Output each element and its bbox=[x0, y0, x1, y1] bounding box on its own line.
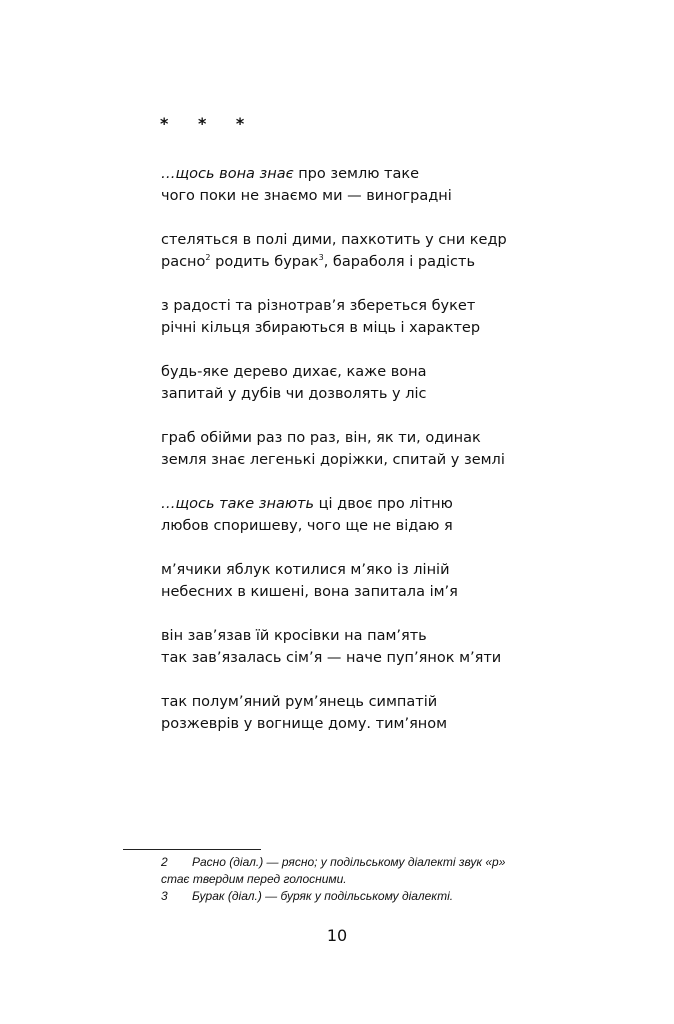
footnote-number: 2 bbox=[161, 855, 168, 869]
poem-line: так полум’яний рум’янець симпатій bbox=[161, 694, 438, 710]
poem-line bbox=[161, 163, 621, 185]
stanza-5 bbox=[161, 427, 621, 471]
stanza-1 bbox=[161, 163, 621, 207]
footnote-continuation: стає твердим перед голосними. bbox=[161, 872, 347, 886]
poem-line bbox=[161, 493, 621, 515]
footnote-text: Расно (діал.) — рясно; у подільському діалекті звук «р» bbox=[192, 855, 506, 869]
footnote bbox=[161, 854, 561, 871]
section-ornament: * * * bbox=[160, 114, 257, 133]
poem-line: річні кільця збираються в міць і характер bbox=[161, 320, 481, 336]
stanza-7 bbox=[161, 559, 621, 603]
poem bbox=[161, 163, 621, 757]
poem-line: з радості та різнотрав’я збереться букет bbox=[161, 298, 476, 314]
page-number: 10 bbox=[326, 926, 348, 945]
poem-line: він зав’язав їй кросівки на пам’ять bbox=[161, 628, 427, 644]
line-text: ці двоє про літню bbox=[314, 496, 453, 512]
line-text: , бараболя і радість bbox=[323, 254, 476, 270]
poem-line: розжеврів у вогнище дому. тим’яном bbox=[161, 716, 448, 732]
stanza-6 bbox=[161, 493, 621, 537]
stanza-4 bbox=[161, 361, 621, 405]
poem-line: будь-яке дерево дихає, каже вона bbox=[161, 364, 427, 380]
footnote-ref[interactable]: 3 bbox=[318, 253, 324, 262]
poem-line: чого поки не знаємо ми — виноградні bbox=[161, 188, 452, 204]
poem-line: запитай у дубів чи дозволять у ліс bbox=[161, 386, 427, 402]
poem-line: любов споришеву, чого ще не відаю я bbox=[161, 518, 453, 534]
footnote-text: Бурак (діал.) — буряк у подільському діалекті. bbox=[192, 889, 454, 903]
stanza-2 bbox=[161, 229, 621, 273]
poem-line: небесних в кишені, вона запитала ім’я bbox=[161, 584, 458, 600]
poem-line bbox=[161, 251, 621, 273]
italic-phrase: …щось таке знають bbox=[161, 496, 315, 512]
line-text: расно bbox=[161, 254, 206, 270]
footnote-divider bbox=[123, 849, 261, 850]
italic-phrase: …щось вона знає bbox=[161, 166, 294, 182]
poem-line: стеляться в полі дими, пахкотить у сни кедр bbox=[161, 232, 507, 248]
line-text: про землю таке bbox=[293, 166, 420, 182]
footnote bbox=[161, 888, 561, 905]
stanza-8 bbox=[161, 625, 621, 669]
footnotes bbox=[161, 854, 561, 905]
line-text: родить бурак bbox=[210, 254, 319, 270]
poem-line: граб обійми раз по раз, він, як ти, одинак bbox=[161, 430, 481, 446]
poem-line: земля знає легенькі доріжки, спитай у землі bbox=[161, 452, 505, 468]
stanza-9 bbox=[161, 691, 621, 735]
poem-line: так зав’язалась сім’я — наче пуп’янок м’яти bbox=[161, 650, 502, 666]
poem-line: м’ячики яблук котилися м’яко із ліній bbox=[161, 562, 450, 578]
footnote-number: 3 bbox=[161, 889, 168, 903]
footnote-ref[interactable]: 2 bbox=[205, 253, 211, 262]
stanza-3 bbox=[161, 295, 621, 339]
